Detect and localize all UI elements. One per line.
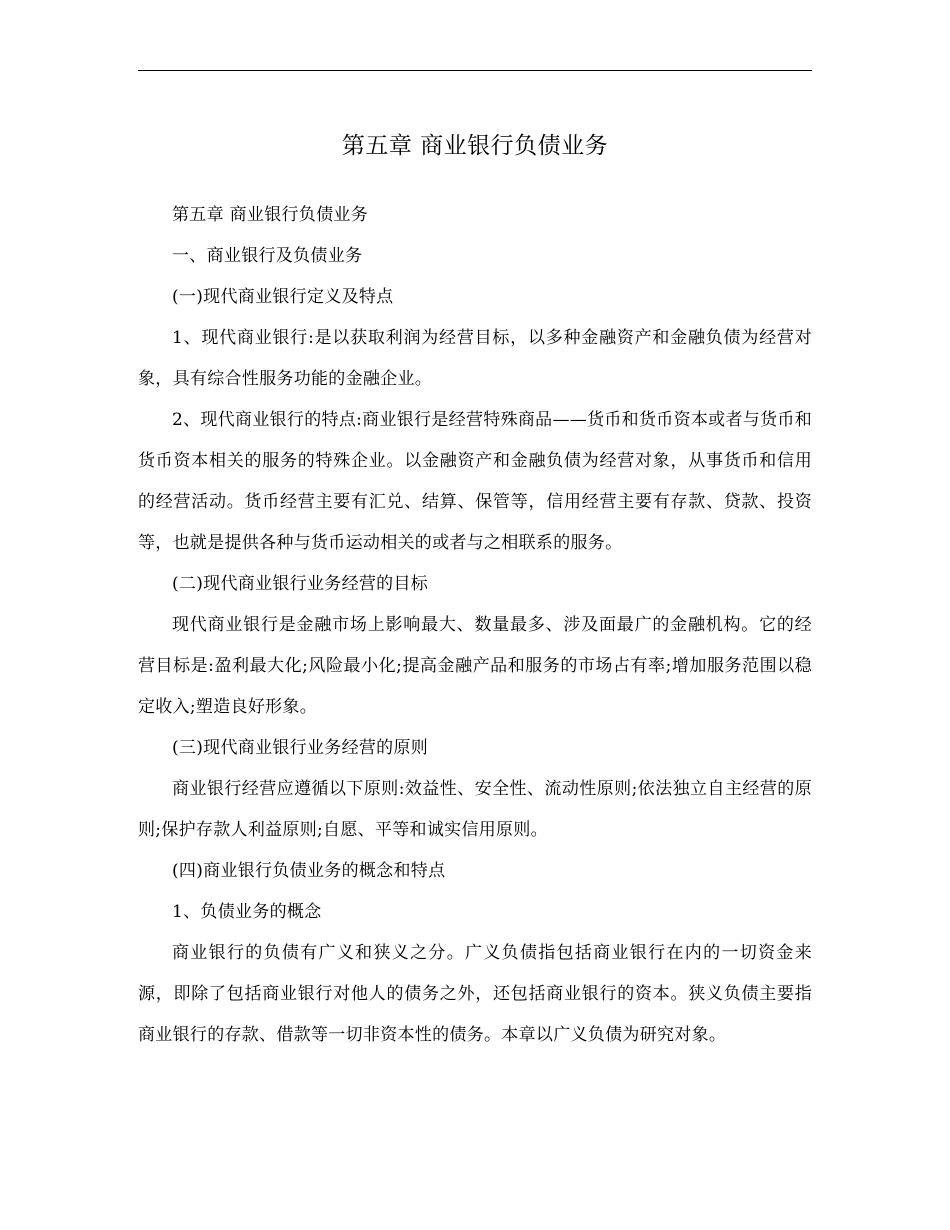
body-paragraph: 1、现代商业银行:是以获取利润为经营目标，以多种金融资产和金融负债为经营对象，具有综合性服务功能的金融企业。 bbox=[138, 328, 812, 389]
subsection-heading: (四)商业银行负债业务的概念和特点 bbox=[172, 861, 446, 881]
subsection-heading: (二)现代商业银行业务经营的目标 bbox=[172, 574, 429, 594]
item-heading: 1、负债业务的概念 bbox=[172, 902, 322, 922]
body-paragraph: 2、现代商业银行的特点:商业银行是经营特殊商品——货币和货币资本或者与货币和货币资本相关的服务的特殊企业。以金融资产和金融负债为经营对象，从事货币和信用的经营活动。货币经营主要有汇兑、结算、保管等，信用经营主要有存款、贷款、投资等，也就是提供各种与货币运动相关的或者与之相联系的服务。 bbox=[138, 410, 812, 553]
document-title: 第五章 商业银行负债业务 bbox=[341, 133, 609, 159]
chapter-heading: 第五章 商业银行负债业务 bbox=[172, 205, 369, 225]
subsection-heading: (一)现代商业银行定义及特点 bbox=[172, 287, 394, 307]
body-paragraph: 商业银行经营应遵循以下原则:效益性、安全性、流动性原则;依法独立自主经营的原则;保护存款人利益原则;自愿、平等和诚实信用原则。 bbox=[138, 779, 812, 840]
section-heading: 一、商业银行及负债业务 bbox=[172, 246, 363, 266]
header-rule bbox=[138, 70, 812, 71]
body-paragraph: 商业银行的负债有广义和狭义之分。广义负债指包括商业银行在内的一切资金来源，即除了包括商业银行对他人的债务之外，还包括商业银行的资本。狭义负债主要指商业银行的存款、借款等一切非资本性的债务。本章以广义负债为研究对象。 bbox=[138, 943, 812, 1045]
subsection-heading: (三)现代商业银行业务经营的原则 bbox=[172, 738, 429, 758]
body-paragraph: 现代商业银行是金融市场上影响最大、数量最多、涉及面最广的金融机构。它的经营目标是:盈利最大化;风险最小化;提高金融产品和服务的市场占有率;增加服务范围以稳定收入;塑造良好形象。 bbox=[138, 615, 812, 717]
document-body bbox=[138, 195, 812, 1056]
